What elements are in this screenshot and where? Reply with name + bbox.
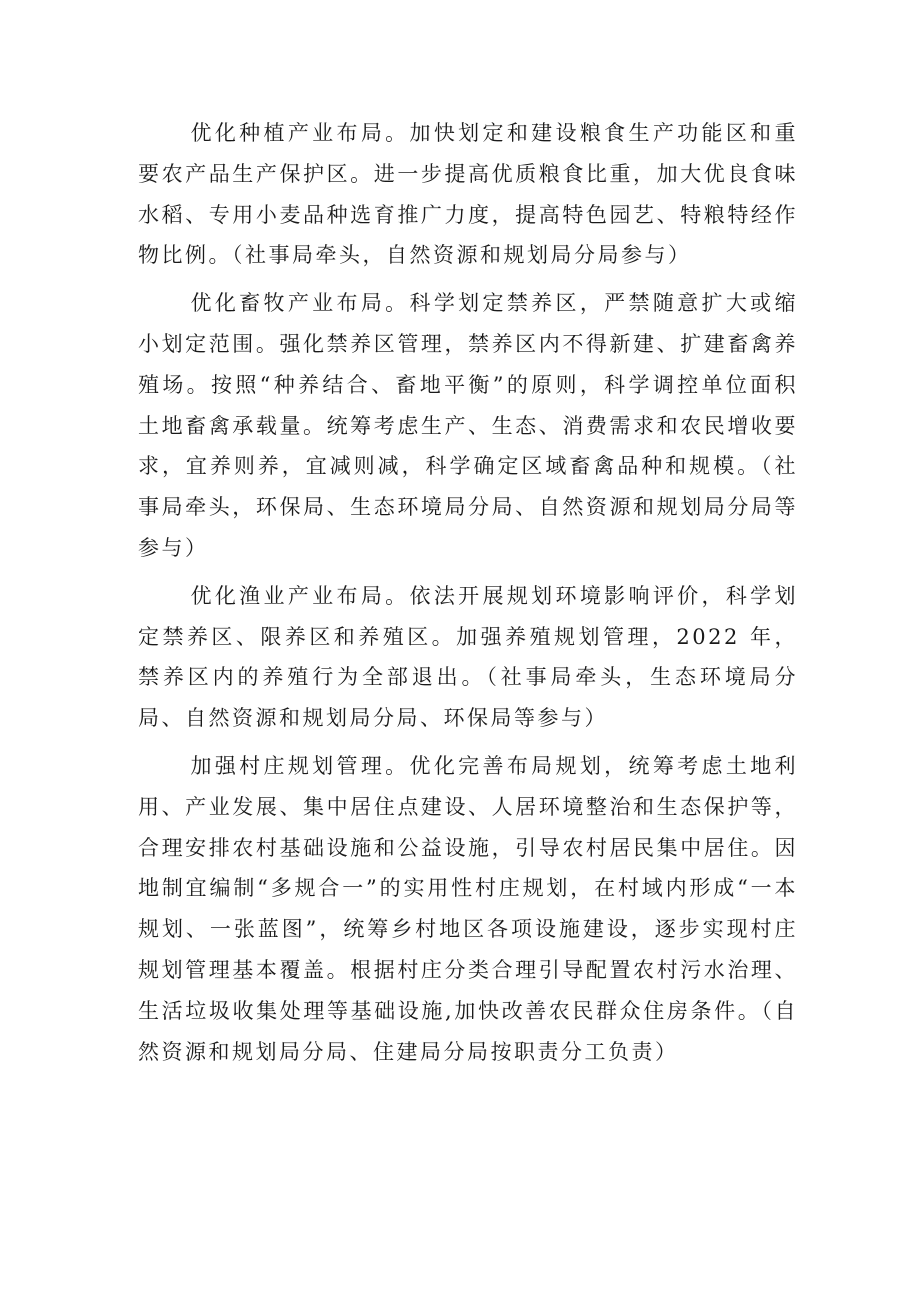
paragraph-village-planning: 加强村庄规划管理。优化完善布局规划，统筹考虑土地利用、产业发展、集中居住点建设、人居环境整治和生态保护等，合理安排农村基础设施和公益设施，引导农村居民集中居住。因地制宜编制“多规合一”的实用性村庄规划，在村域内形成“一本规划、一张蓝图”，统筹乡村地区各项设施建设，逐步实现村庄规划管理基本覆盖。根据村庄分类合理引导配置农村污水治理、生活垃圾收集处理等基础设施,加快改善农民群众住房条件。（自然资源和规划局分局、住建局分局按职责分工负责）	[138, 753, 798, 1064]
paragraph-fishery-layout: 优化渔业产业布局。依法开展规划环境影响评价，科学划定禁养区、限养区和养殖区。加强养殖规划管理，2022 年，禁养区内的养殖行为全部退出。（社事局牵头，生态环境局分局、自然资源和规划局分局、环保局等参与）	[138, 583, 798, 731]
document-body	[138, 113, 798, 1079]
paragraph-planting-layout: 优化种植产业布局。加快划定和建设粮食生产功能区和重要农产品生产保护区。进一步提高优质粮食比重，加大优良食味水稻、专用小麦品种选育推广力度，提高特色园艺、特粮特经作物比例。（社事局牵头，自然资源和规划局分局参与）	[138, 121, 798, 268]
paragraph-livestock-layout: 优化畜牧产业布局。科学划定禁养区，严禁随意扩大或缩小划定范围。强化禁养区管理，禁养区内不得新建、扩建畜禽养殖场。按照“种养结合、畜地平衡”的原则，科学调控单位面积土地畜禽承载量。统筹考虑生产、生态、消费需求和农民增收要求，宜养则养，宜减则减，科学确定区域畜禽品种和规模。（社事局牵头，环保局、生态环境局分局、自然资源和规划局分局等参与）	[138, 291, 798, 560]
